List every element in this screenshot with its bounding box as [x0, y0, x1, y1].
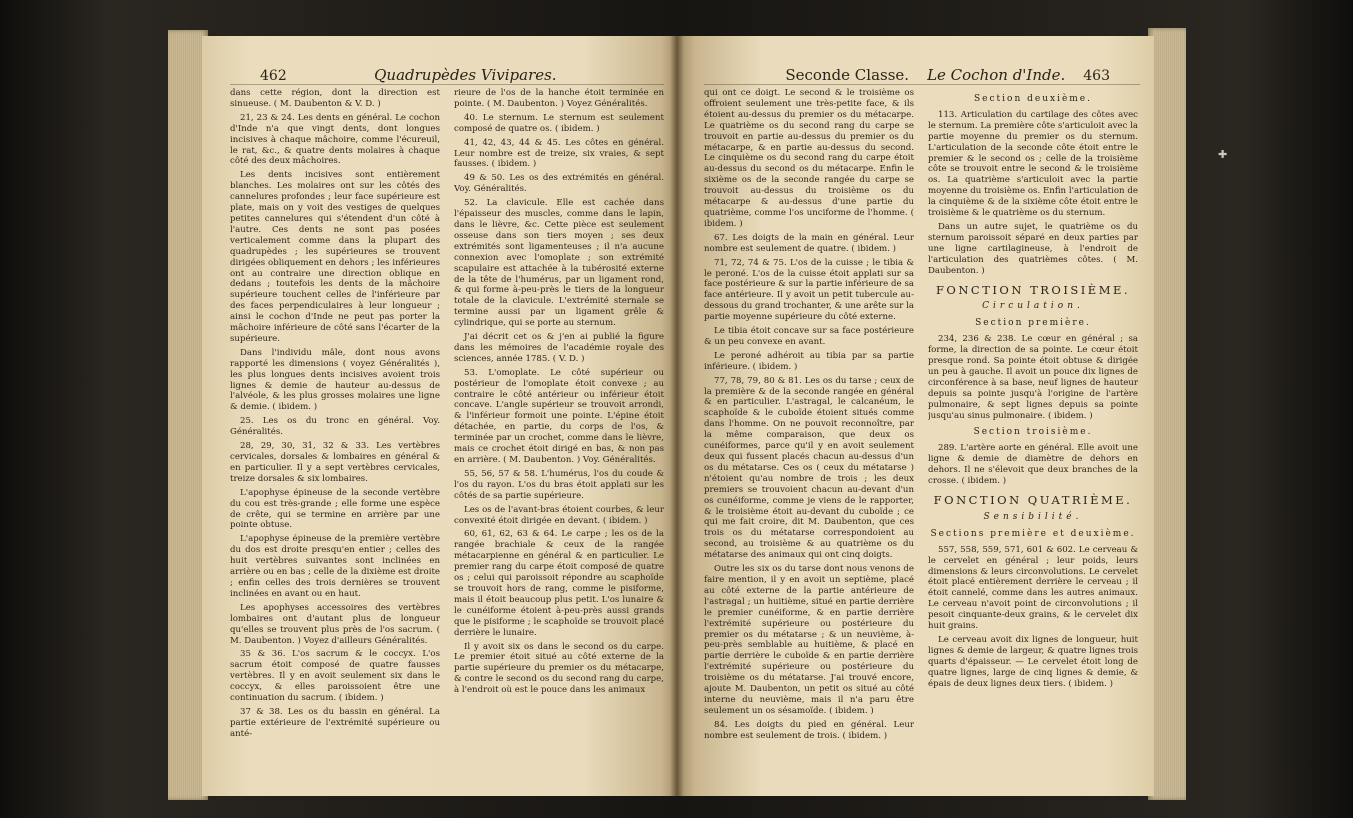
- right-page-columns: [704, 88, 1140, 794]
- left-running-title: Quadrupèdes Vivipares.: [374, 66, 557, 84]
- paragraph: 84. Les doigts du pied en général. Leur nombre est seulement de trois. ( ibidem. ): [704, 719, 914, 741]
- paragraph: 28, 29, 30, 31, 32 & 33. Les vertèbres cervicales, dorsales & lombaires en général & en particulier. Il y a sept vertèbres cervicales, treize dorsales & six lombaires.: [230, 441, 440, 484]
- right-page-header: [706, 66, 1110, 84]
- paragraph: 71, 72, 74 & 75. L'os de la cuisse ; le tibia & le peroné. L'os de la cuisse étoit applati sur sa face postérieure & sur la partie inférieure de sa face antérieure. Il y avoit un petit tubercule au-dessous du grand trochanter, & une arête sur la partie moyenne supérieure du côté externe.: [704, 257, 914, 323]
- paragraph: 55, 56, 57 & 58. L'humérus, l'os du coude & l'os du rayon. L'os du bras étoit applati sur les côtés de sa partie supérieure.: [454, 468, 664, 501]
- paragraph: Les apophyses accessoires des vertèbres lombaires ont d'autant plus de longueur qu'elles se trouvent plus près de l'os sacrum. ( M. Daubenton. ) Voyez d'ailleurs Généralités.: [230, 602, 440, 646]
- paragraph: L'apophyse épineuse de la seconde vertèbre du cou est très-grande ; elle forme une espèce de crête, qui se termine en arrière par une pointe obtuse.: [230, 487, 440, 531]
- function-subheading: Circulation.: [982, 301, 1084, 312]
- paragraph: Les os de l'avant-bras étoient courbes, & leur convexité étoit dirigée en devant. ( ibidem. ): [454, 504, 664, 526]
- paragraph: Les dents incisives sont entièrement blanches. Les molaires ont sur les côtés des cannelures profondes ; leur face supérieure est plate, mais on y voit des vestiges de quelques petites cannelures qui s'étendent d'un côté à l'autre. Ces dents ne sont pas posées verticalement comme dans la plupart des quadrupèdes ; les supérieures se trouvent dirigées obliquement en dehors ; les inférieures ont au contraire une direction oblique en dedans ; toutefois les dents de la mâchoire supérieure touchent celles de l'inférieure par des faces perpendiculaires à leur longueur ; ainsi le cochon d'Inde ne peut pas porter la mâchoire inférieure de côté sans l'écarter de la supérieure.: [230, 170, 440, 344]
- function-subheading: Sensibilité.: [983, 511, 1083, 522]
- left-page-columns: [230, 88, 664, 794]
- left-page-header: [260, 66, 664, 84]
- right-running-title-animal: Le Cochon d'Inde.: [927, 66, 1066, 84]
- right-column-1: [704, 88, 914, 794]
- left-header-rule: [230, 84, 664, 85]
- left-page-number: 462: [260, 68, 287, 84]
- paragraph: 40. Le sternum. Le sternum est seulement composé de quatre os. ( ibidem. ): [454, 112, 664, 134]
- left-column-2: [454, 88, 664, 794]
- paragraph: qui ont ce doigt. Le second & le troisième os offroient seulement une très-petite face, & ils étoient au-dessus du premier os du métacarpe. Le quatrième os du second rang du carpe se trouvoit en partie au-dessus du premier os du métacarpe, & en partie au-dessus du second. Le cinquième os du second rang du carpe étoit au-dessus du second os du métacarpe. Enfin le sixième os de la seconde rangée du carpe se trouvoit au-dessus du troisième os du métacarpe & au-dessus d'une partie du quatrième, comme l'os unciforme de l'homme. ( ibidem. ): [704, 88, 914, 229]
- right-page-number: 463: [1083, 68, 1110, 84]
- paragraph: Dans l'individu mâle, dont nous avons rapporté les dimensions ( voyez Généralités ), les plus longues dents incisives avoient trois lignes & demie de hauteur au-dessus de l'alvéole, & les plus grosses molaires une ligne & demie. ( ibidem. ): [230, 347, 440, 413]
- paragraph: 289. L'artère aorte en général. Elle avoit une ligne & demie de diamètre de dehors en dehors. Il ne s'élevoit que deux branches de la crosse. ( ibidem. ): [928, 443, 1138, 487]
- book-gutter: [670, 36, 684, 796]
- section-heading: Section première.: [975, 318, 1091, 329]
- paragraph: Le cerveau avoit dix lignes de longueur, huit lignes & demie de largeur, & quatre lignes trois quarts d'épaisseur. — Le cervelet étoit long de quatre lignes, large de cinq lignes & demie, & épais de deux lignes deux tiers. ( ibidem. ): [928, 634, 1138, 689]
- paragraph: 52. La clavicule. Elle est cachée dans l'épaisseur des muscles, comme dans le lapin, dans le lièvre, &c. Cette pièce est seulement osseuse dans son tiers moyen ; ses deux extrémités sont ligamenteuses ; il n'a aucune connexion avec l'omoplate ; son extrémité scapulaire est attachée à la tubérosité externe de la tête de l'humérus, par un ligament rond, & qui forme à-peu-près le tiers de la longueur totale de la clavicule. L'extrémité sternale se termine aussi par un ligament grêle & cylindrique, qui se porte au sternum.: [454, 198, 664, 329]
- paragraph: dans cette région, dont la direction est sinueuse. ( M. Daubenton & V. D. ): [230, 88, 440, 109]
- paragraph: 37 & 38. Les os du bassin en général. La partie extérieure de l'extrémité supérieure ou anté-: [230, 706, 440, 739]
- paragraph: Le peroné adhéroit au tibia par sa partie inférieure. ( ibidem. ): [704, 350, 914, 372]
- paragraph: 25. Les os du tronc en général. Voy. Généralités.: [230, 416, 440, 438]
- paragraph: 60, 61, 62, 63 & 64. Le carpe ; les os de la rangée brachiale & ceux de la rangée métacarpienne en général & en particulier. Le premier rang du carpe étoit composé de quatre os ; celui qui paroissoit répondre au scaphoïde se trouvoit hors de rang, comme le pisiforme, mais il étoit beaucoup plus petit. L'os lunaire & le cunéiforme étoient à-peu-près aussi grands que le pisiforme ; le scaphoïde se trouvoit placé derrière le lunaire.: [454, 529, 664, 638]
- paragraph: 49 & 50. Les os des extrémités en général. Voy. Généralités.: [454, 173, 664, 195]
- paragraph: 234, 236 & 238. Le cœur en général ; sa forme, la direction de sa pointe. Le cœur étoit presque rond. Sa pointe étoit obtuse & dirigée un peu à gauche. Il avoit un pouce dix lignes de circonférence à sa base, neuf lignes de hauteur depuis sa pointe jusqu'à l'origine de l'artère pulmonaire, & sept lignes depuis sa pointe jusqu'au sinus pulmonaire. ( ibidem. ): [928, 334, 1138, 421]
- paragraph: J'ai décrit cet os & j'en ai publié la figure dans les mémoires de l'académie royale des sciences, année 1785. ( V. D. ): [454, 332, 664, 364]
- right-running-title-class: Seconde Classe.: [785, 66, 910, 84]
- paragraph: L'apophyse épineuse de la première vertèbre du dos est droite presqu'en entier ; celles des huit vertèbres suivantes sont inclinées en arrière ou en bas ; celle de la dixième est droite ; enfin celles des trois dernières se trouvent inclinées en avant ou en haut.: [230, 534, 440, 599]
- margin-cross-mark-icon: ✚: [1218, 148, 1228, 161]
- paragraph: Il y avoit six os dans le second os du carpe. Le premier étoit situé au côté externe de la partie supérieure du premier os du métacarpe, & contre le second os du second rang du carpe, à l'endroit où est le pouce dans les animaux: [454, 641, 664, 696]
- paragraph: 35 & 36. L'os sacrum & le coccyx. L'os sacrum étoit composé de quatre fausses vertèbres. Il y en avoit seulement six dans le coccyx, & elles paroissoient être une continuation du sacrum. ( ibidem. ): [230, 649, 440, 704]
- right-column-2: [928, 88, 1138, 794]
- paragraph: Dans un autre sujet, le quatrième os du sternum paroissoit séparé en deux parties par une ligne cartilagineuse, à l'endroit de l'articulation des quatrièmes côtes. ( M. Daubenton. ): [928, 221, 1138, 276]
- paragraph: 21, 23 & 24. Les dents en général. Le cochon d'Inde n'a que vingt dents, dont longues incisives à chaque mâchoire, comme l'écureuil, le rat, &c., & quatre dents molaires à chaque côté des deux mâchoires.: [230, 112, 440, 167]
- section-heading: Sections première et deuxième.: [930, 528, 1136, 539]
- paragraph: Le tibia étoit concave sur sa face postérieure & un peu convexe en avant.: [704, 326, 914, 347]
- section-heading: Section deuxième.: [974, 94, 1092, 104]
- right-header-rule: [704, 84, 1140, 85]
- section-heading: Section troisième.: [973, 427, 1093, 438]
- paragraph: 67. Les doigts de la main en général. Leur nombre est seulement de quatre. ( ibidem. ): [704, 232, 914, 254]
- paragraph: 77, 78, 79, 80 & 81. Les os du tarse ; ceux de la première & de la seconde rangée en général & en particulier. L'astragal, le calcanéum, le scaphoïde & le cuboïde étoient situés comme dans l'homme. On ne pouvoit reconnoître, par la même comparaison, que deux os cunéiformes, parce qu'il y en avoit seulement deux qui fussent placés chacun au-dessus d'un os du métatarse. Ces os ( ceux du métatarse ) n'étoient qu'au nombre de trois ; les deux premiers se trouvoient chacun au-devant d'un os cunéiforme, comme je viens de le rapporter, & le troisième étoit au-devant du cuboïde ; ce qui me fait croire, dit M. Daubenton, que ces trois os du métatarse correspondoient au second, au troisième & au quatrième os du métatarse des animaux qui ont cinq doigts.: [704, 375, 914, 561]
- paragraph: 53. L'omoplate. Le côté supérieur ou postérieur de l'omoplate étoit convexe ; au contraire le côté antérieur ou inférieur étoit concave. L'angle supérieur se trouvoit arrondi, & l'inférieur formoit une pointe. L'épine étoit détachée, en partie, du corps de l'os, & terminée par un crochet, comme dans le lièvre, mais ce crochet étoit dirigé en bas, & non pas en arrière. ( M. Daubenton. ) Voy. Généralités.: [454, 367, 664, 465]
- function-heading: FONCTION QUATRIÈME.: [933, 493, 1133, 507]
- function-heading: FONCTION TROISIÈME.: [935, 282, 1131, 297]
- left-column-1: [230, 88, 440, 794]
- paragraph: rieure de l'os de la hanche étoit terminée en pointe. ( M. Daubenton. ) Voyez Généralités.: [454, 88, 664, 109]
- paragraph: 113. Articulation du cartilage des côtes avec le sternum. La première côte s'articuloit avec la partie moyenne du premier os du sternum. L'articulation de la seconde côte étoit entre le premier & le second os ; celle de la troisième côte se trouvoit entre le second & le troisième os. La quatrième s'articuloit avec la partie moyenne du troisième os. Enfin l'articulation de la cinquième & de la sixième côte étoit entre le troisième & le quatrième os du sternum.: [928, 109, 1138, 219]
- paragraph: Outre les six os du tarse dont nous venons de faire mention, il y en avoit un septième, placé au côté externe de la partie antérieure de l'astragal ; un huitième, situé en partie derrière le premier cunéiforme, & en partie derrière l'extrémité supérieure ou postérieure du premier os du métatarse ; & un neuvième, à-peu-près semblable au huitième, & placé en partie derrière le cuboïde & en partie derrière l'extrémité supérieure ou postérieure du troisième os du métatarse. J'ai trouvé encore, ajoute M. Daubenton, un petit os situé au côté interne du neuvième, mais il n'a paru être seulement un os sésamoïde. ( ibidem. ): [704, 564, 914, 716]
- right-page: [676, 36, 1154, 796]
- paragraph: 557, 558, 559, 571, 601 & 602. Le cerveau & le cervelet en général ; leur poids, leurs dimensions & leurs circonvolutions. Le cervelet étoit placé entièrement derrière le cerveau ; il étoit cannelé, comme dans les autres animaux. Le cerveau n'avoit point de circonvolutions ; il pesoit cinquante-deux grains, & le cervelet dix huit grains.: [928, 544, 1138, 632]
- paragraph: 41, 42, 43, 44 & 45. Les côtes en général. Leur nombre est de treize, six vraies, & sept fausses. ( ibidem. ): [454, 137, 664, 170]
- left-page: [202, 36, 680, 796]
